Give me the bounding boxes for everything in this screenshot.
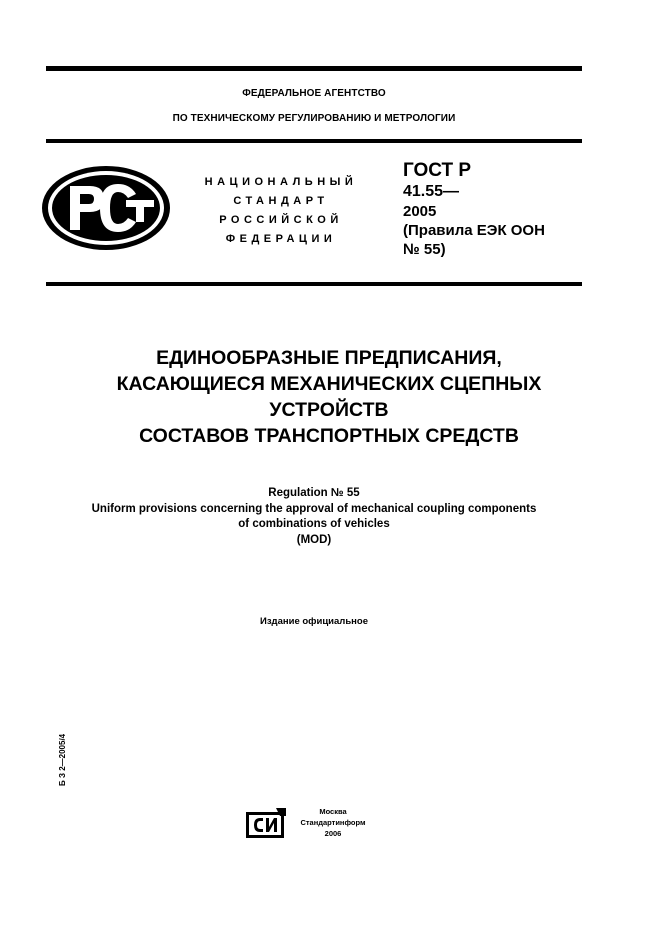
national-standard-line: СТАНДАРТ — [233, 195, 329, 207]
title-line: УСТРОЙСТВ — [269, 399, 389, 421]
side-code: Б З 2—2005/4 — [58, 733, 67, 786]
national-standard-label — [186, 173, 376, 249]
title-line: КАСАЮЩИЕСЯ МЕХАНИЧЕСКИХ СЦЕПНЫХ — [116, 373, 542, 395]
regulation-line: (MOD) — [296, 533, 332, 546]
standartinform-logo-icon — [246, 808, 286, 838]
regulation-line: Uniform provisions concerning the approval of mechanical coupling components — [91, 502, 537, 515]
rst-certification-logo-icon — [40, 164, 172, 252]
national-standard-line: НАЦИОНАЛЬНЫЙ — [204, 176, 358, 188]
gost-code: ГОСТ Р — [403, 160, 472, 181]
gost-year: 2005 — [403, 203, 437, 220]
regulation-line: Regulation № 55 — [268, 487, 360, 499]
gost-number: 41.55— — [403, 183, 460, 200]
top-divider — [46, 66, 582, 71]
publisher-info — [294, 806, 372, 839]
title-line: ЕДИНООБРАЗНЫЕ ПРЕДПИСАНИЯ, — [156, 347, 502, 369]
gost-rule-line-1: (Правила ЕЭК ООН — [403, 222, 545, 239]
gost-rule-line-2: № 55) — [403, 241, 446, 258]
title-divider — [46, 282, 582, 286]
agency-line-1: ФЕДЕРАЛЬНОЕ АГЕНТСТВО — [242, 88, 386, 99]
document-title — [46, 345, 612, 449]
header-divider — [46, 139, 582, 143]
gost-designation — [403, 160, 593, 259]
regulation-english-title — [30, 486, 598, 548]
national-standard-line: РОССИЙСКОЙ — [219, 214, 343, 226]
national-standard-line: ФЕДЕРАЦИИ — [225, 233, 337, 245]
agency-line-2: ПО ТЕХНИЧЕСКОМУ РЕГУЛИРОВАНИЮ И МЕТРОЛОГИИ — [172, 113, 456, 124]
title-line: СОСТАВОВ ТРАНСПОРТНЫХ СРЕДСТВ — [139, 425, 519, 447]
edition-label: Издание официальное — [260, 616, 368, 627]
publisher-year: 2006 — [324, 829, 342, 838]
publisher-name: Стандартинформ — [300, 818, 366, 827]
publisher-city: Москва — [319, 807, 347, 816]
regulation-line: of combinations of vehicles — [238, 518, 390, 530]
